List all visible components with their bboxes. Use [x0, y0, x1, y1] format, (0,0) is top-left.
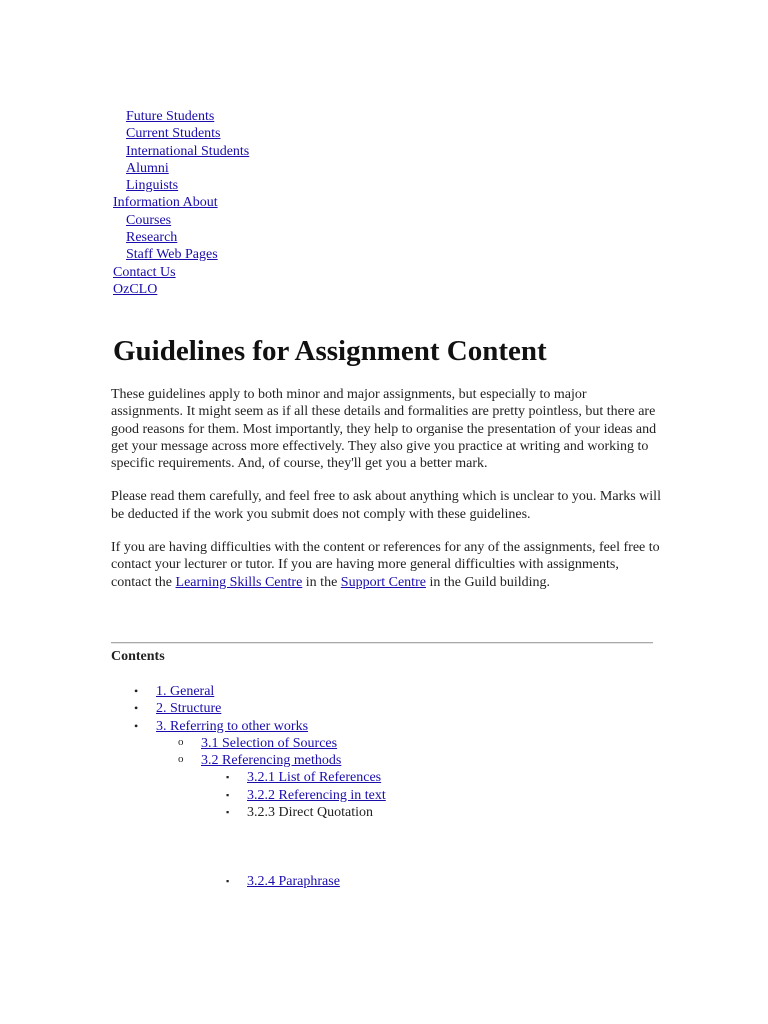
intro-paragraph-3 [111, 539, 661, 591]
intro-paragraph-2: Please read them carefully, and feel free to ask about anything which is unclear to you. Marks will be deducted if the work you submit does not comply with these guidelines. [111, 489, 661, 522]
nav-item-courses [113, 212, 249, 229]
nav-item-information-about [113, 194, 249, 211]
toc-item-structure [0, 700, 386, 717]
square-bullet-icon: ▪ [226, 807, 230, 818]
bullet-icon: • [134, 701, 139, 716]
bullet-icon: • [134, 718, 139, 733]
nav-link-information-about[interactable]: Information About [113, 195, 218, 211]
toc-link-referring[interactable]: 3. Referring to other works [156, 718, 309, 734]
toc-item-paraphrase [0, 873, 386, 890]
toc-item-selection-of-sources [0, 735, 386, 752]
toc-item-referencing-methods [0, 752, 386, 769]
nav-item-research [113, 229, 249, 246]
circle-bullet-icon: o [178, 735, 184, 748]
table-of-contents [0, 683, 386, 891]
nav-link-research[interactable]: Research [126, 230, 178, 246]
toc-link-list-of-references[interactable]: 3.2.1 List of References [247, 770, 382, 786]
support-centre-link[interactable]: Support Centre [340, 574, 426, 590]
nav-link-courses[interactable]: Courses [126, 212, 172, 228]
empty-gap [0, 821, 386, 873]
nav-item-alumni [113, 160, 249, 177]
toc-link-structure[interactable]: 2. Structure [156, 701, 222, 717]
para3-text-mid: in the [302, 574, 341, 590]
intro-content [111, 386, 661, 607]
site-navigation [113, 108, 249, 298]
square-bullet-icon: ▪ [226, 876, 230, 887]
nav-item-contact-us [113, 264, 249, 281]
toc-link-selection-of-sources[interactable]: 3.1 Selection of Sources [201, 735, 338, 751]
nav-link-future-students[interactable]: Future Students [126, 109, 215, 124]
nav-item-staff-web-pages [113, 246, 249, 263]
nav-link-contact-us[interactable]: Contact Us [113, 264, 176, 280]
nav-link-linguists[interactable]: Linguists [126, 178, 179, 194]
toc-text-direct-quotation: 3.2.3 Direct Quotation [247, 805, 373, 821]
page-title: Guidelines for Assignment Content [113, 335, 547, 367]
nav-item-international-students [113, 143, 249, 160]
nav-item-future-students [113, 108, 249, 125]
nav-item-ozclo [113, 281, 249, 298]
square-bullet-icon: ▪ [226, 789, 230, 800]
toc-link-referencing-methods[interactable]: 3.2 Referencing methods [201, 753, 342, 769]
para3-text-after: in the Guild building. [425, 574, 551, 590]
nav-item-linguists [113, 177, 249, 194]
toc-link-paraphrase[interactable]: 3.2.4 Paraphrase [247, 874, 340, 890]
para3-text-before: If you are having difficulties with the content or references for any of the assignments, feel free to contact your lecturer or tutor. If you are having more general difficulties with assignments, contact the [111, 540, 660, 590]
toc-item-referencing-in-text [0, 787, 386, 804]
bullet-icon: • [134, 684, 139, 698]
square-bullet-icon: ▪ [226, 772, 230, 783]
circle-bullet-icon: o [178, 753, 184, 766]
toc-link-referencing-in-text[interactable]: 3.2.2 Referencing in text [247, 787, 386, 803]
nav-link-ozclo[interactable]: OzCLO [113, 281, 158, 297]
nav-link-staff-web-pages[interactable]: Staff Web Pages [126, 247, 218, 263]
toc-item-direct-quotation [0, 804, 386, 821]
nav-item-current-students [113, 125, 249, 142]
toc-item-list-of-references [0, 769, 386, 786]
toc-item-general [0, 683, 386, 700]
section-divider [111, 642, 653, 644]
contents-heading: Contents [111, 649, 165, 664]
nav-link-international-students[interactable]: International Students [126, 143, 250, 159]
intro-paragraph-1: These guidelines apply to both minor and major assignments, but especially to major assignments. It might seem as if all these details and formalities are pretty pointless, but there are good reasons for them. Most importantly, they help to organise the presentation of your ideas and get your message across more effectively. They also give you practice at writing and working to specific requirements. And, of course, they'll get you a better mark. [111, 387, 657, 472]
nav-link-current-students[interactable]: Current Students [126, 126, 221, 142]
toc-item-referring [0, 718, 386, 735]
nav-link-alumni[interactable]: Alumni [126, 160, 169, 176]
toc-link-general[interactable]: 1. General [156, 684, 215, 699]
learning-skills-centre-link[interactable]: Learning Skills Centre [175, 574, 303, 590]
